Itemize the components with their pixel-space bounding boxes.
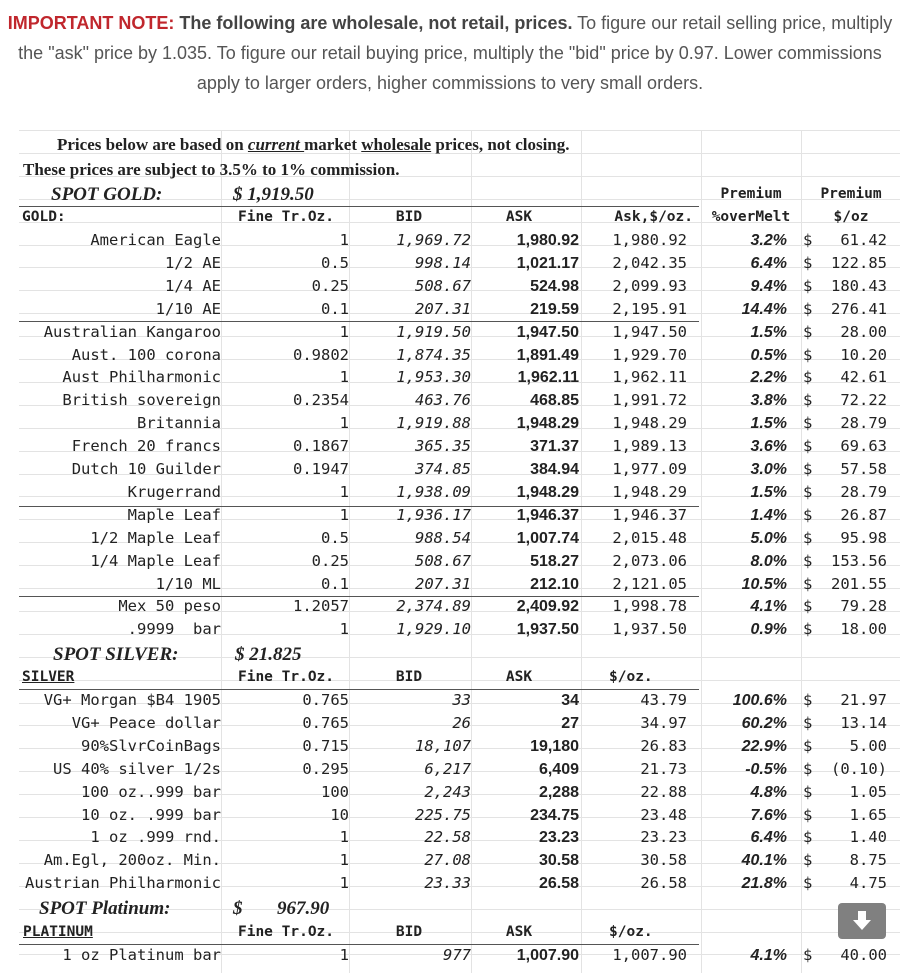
cell-premium: 28.79 bbox=[840, 414, 887, 433]
table-row bbox=[19, 275, 900, 298]
cell-fine-oz: 0.1 bbox=[321, 574, 349, 593]
cell-name: 1 oz Platinum bar bbox=[62, 946, 221, 964]
cell-name: French 20 francs bbox=[71, 437, 221, 456]
cell-ask: 23.23 bbox=[538, 829, 579, 847]
cell-fine-oz: 1 bbox=[339, 505, 349, 524]
table-row bbox=[19, 573, 900, 596]
cell-over-melt: 40.1% bbox=[741, 852, 787, 870]
table-row bbox=[19, 504, 900, 527]
cell-bid: 2,243 bbox=[424, 782, 471, 801]
cell-ask: 518.27 bbox=[530, 552, 579, 570]
cell-premium: 10.20 bbox=[840, 345, 887, 364]
cell-premium: 1.40 bbox=[849, 828, 887, 847]
cell-dollar-sign: $ bbox=[803, 505, 813, 524]
cell-fine-oz: 0.25 bbox=[311, 276, 349, 295]
cell-bid: 27.08 bbox=[424, 851, 471, 870]
cell-fine-oz: 100 bbox=[321, 782, 349, 801]
cell-fine-oz: 1 bbox=[339, 322, 349, 341]
cell-dollar-sign: $ bbox=[803, 368, 813, 387]
cell-fine-oz: 1 bbox=[339, 620, 349, 639]
cell-bid: 1,969.72 bbox=[396, 231, 471, 249]
cell-per-oz: 22.88 bbox=[640, 782, 687, 801]
cell-per-oz: 2,195.91 bbox=[612, 299, 687, 318]
cell-over-melt: 3.6% bbox=[750, 438, 787, 456]
table-row bbox=[19, 944, 900, 967]
cell-premium: 201.55 bbox=[831, 574, 887, 593]
table-row bbox=[19, 550, 900, 573]
cell-name: .9999 bar bbox=[127, 620, 221, 639]
table-row bbox=[19, 735, 900, 758]
platinum-header-fine-oz: Fine Tr.Oz. bbox=[237, 924, 335, 940]
cell-fine-oz: 1 bbox=[339, 482, 349, 501]
cell-ask: 2,288 bbox=[538, 783, 579, 801]
cell-dollar-sign: $ bbox=[803, 528, 813, 547]
cell-per-oz: 34.97 bbox=[640, 713, 687, 732]
cell-per-oz: 1,991.72 bbox=[612, 391, 687, 410]
table-row bbox=[19, 712, 900, 735]
cell-bid: 374.85 bbox=[415, 460, 471, 478]
cell-per-oz: 1,948.29 bbox=[612, 482, 687, 501]
sheet-line-1 bbox=[19, 133, 900, 156]
cell-over-melt: 7.6% bbox=[750, 806, 787, 824]
cell-premium: 28.00 bbox=[840, 322, 887, 341]
cell-premium: 95.98 bbox=[840, 528, 887, 547]
cell-over-melt: 9.4% bbox=[750, 277, 787, 295]
cell-dollar-sign: $ bbox=[803, 253, 813, 272]
cell-name: 1/4 AE bbox=[165, 276, 221, 295]
cell-ask: 19,180 bbox=[530, 737, 579, 755]
cell-premium: 40.00 bbox=[840, 946, 887, 964]
table-row bbox=[19, 804, 900, 827]
cell-per-oz: 1,937.50 bbox=[612, 620, 687, 639]
cell-over-melt: 6.4% bbox=[750, 254, 787, 272]
cell-fine-oz: 0.765 bbox=[302, 713, 349, 732]
cell-per-oz: 1,948.29 bbox=[612, 414, 687, 433]
cell-premium: 28.79 bbox=[840, 482, 887, 501]
cell-fine-oz: 0.1 bbox=[321, 299, 349, 318]
cell-over-melt: 3.2% bbox=[750, 232, 787, 249]
cell-per-oz: 2,042.35 bbox=[612, 253, 687, 272]
cell-fine-oz: 0.1947 bbox=[293, 460, 349, 478]
cell-fine-oz: 0.5 bbox=[321, 528, 349, 547]
cell-bid: 1,874.35 bbox=[396, 345, 471, 364]
cell-premium: 1.05 bbox=[849, 782, 887, 801]
cell-per-oz: 1,977.09 bbox=[612, 460, 687, 478]
table-row bbox=[19, 458, 900, 481]
silver-spot-value: $ 21.825 bbox=[235, 644, 302, 665]
price-sheet bbox=[19, 130, 900, 973]
cell-bid: 508.67 bbox=[415, 276, 471, 295]
cell-over-melt: 100.6% bbox=[732, 692, 787, 709]
cell-name: 90%SlvrCoinBags bbox=[81, 736, 221, 755]
cell-ask: 524.98 bbox=[530, 277, 579, 295]
cell-per-oz: 1,980.92 bbox=[612, 231, 687, 249]
cell-fine-oz: 1 bbox=[339, 946, 349, 964]
cell-dollar-sign: $ bbox=[803, 851, 813, 870]
table-row bbox=[19, 595, 900, 618]
cell-over-melt: 0.5% bbox=[750, 346, 787, 364]
cell-bid: 26 bbox=[452, 713, 471, 732]
cell-over-melt: 0.9% bbox=[750, 621, 787, 639]
table-row bbox=[19, 344, 900, 367]
platinum-header-ask: ASK bbox=[505, 924, 533, 940]
gold-spot-value: $ 1,919.50 bbox=[233, 184, 314, 205]
cell-name: British sovereign bbox=[62, 391, 221, 410]
cell-premium: 61.42 bbox=[840, 231, 887, 249]
cell-dollar-sign: $ bbox=[803, 946, 813, 964]
cell-ask: 219.59 bbox=[530, 300, 579, 318]
cell-premium: 4.75 bbox=[849, 874, 887, 893]
cell-bid: 1,953.30 bbox=[396, 368, 471, 387]
cell-bid: 33 bbox=[452, 691, 471, 709]
cell-ask: 1,948.29 bbox=[516, 415, 579, 433]
cell-premium: 69.63 bbox=[840, 437, 887, 456]
cell-fine-oz: 0.715 bbox=[302, 736, 349, 755]
cell-name: US 40% silver 1/2s bbox=[53, 759, 221, 778]
cell-name: Mex 50 peso bbox=[118, 597, 221, 616]
cell-per-oz: 1,007.90 bbox=[612, 946, 687, 964]
cell-ask: 1,007.74 bbox=[516, 529, 579, 547]
cell-over-melt: 1.5% bbox=[750, 323, 787, 341]
table-row bbox=[19, 872, 900, 895]
cell-bid: 2,374.89 bbox=[396, 597, 471, 616]
silver-header-bid: BID bbox=[395, 669, 423, 685]
cell-per-oz: 1,929.70 bbox=[612, 345, 687, 364]
platinum-header-bid: BID bbox=[395, 924, 423, 940]
cell-fine-oz: 1 bbox=[339, 414, 349, 433]
cell-ask: 468.85 bbox=[530, 392, 579, 410]
silver-header-name: SILVER bbox=[22, 669, 75, 685]
cell-over-melt: 4.1% bbox=[750, 947, 787, 964]
cell-name: Dutch 10 Guilder bbox=[71, 460, 221, 478]
cell-fine-oz: 1.2057 bbox=[293, 597, 349, 616]
cell-ask: 1,947.50 bbox=[516, 323, 579, 341]
cell-name: Aust. 100 corona bbox=[71, 345, 221, 364]
cell-dollar-sign: $ bbox=[803, 391, 813, 410]
sheet-line-2 bbox=[19, 158, 900, 181]
cell-per-oz: 2,099.93 bbox=[612, 276, 687, 295]
cell-fine-oz: 0.1867 bbox=[293, 437, 349, 456]
note-bold-text: The following are wholesale, not retail, prices. bbox=[179, 13, 573, 33]
cell-ask: 27 bbox=[561, 714, 579, 732]
cell-over-melt: -0.5% bbox=[745, 760, 787, 778]
gold-header-row bbox=[19, 206, 900, 229]
cell-bid: 508.67 bbox=[415, 551, 471, 570]
cell-dollar-sign: $ bbox=[803, 231, 813, 249]
cell-name: Krugerrand bbox=[127, 482, 221, 501]
table-row bbox=[19, 849, 900, 872]
cell-over-melt: 2.2% bbox=[750, 369, 787, 387]
cell-ask: 30.58 bbox=[538, 852, 579, 870]
cell-ask: 1,948.29 bbox=[516, 483, 579, 501]
cell-name: Britannia bbox=[137, 414, 221, 433]
cell-bid: 1,919.50 bbox=[396, 322, 471, 341]
table-row bbox=[19, 435, 900, 458]
cell-ask: 1,021.17 bbox=[516, 254, 579, 272]
cell-over-melt: 1.4% bbox=[750, 506, 787, 524]
table-row bbox=[19, 321, 900, 344]
cell-bid: 22.58 bbox=[424, 828, 471, 847]
cell-over-melt: 14.4% bbox=[741, 300, 787, 318]
cell-fine-oz: 1 bbox=[339, 874, 349, 893]
table-row bbox=[19, 781, 900, 804]
cell-fine-oz: 1 bbox=[339, 368, 349, 387]
gold-header-over-melt: %overMelt bbox=[711, 209, 791, 225]
cell-bid: 463.76 bbox=[415, 391, 471, 410]
cell-per-oz: 1,998.78 bbox=[612, 597, 687, 616]
silver-header-ask: ASK bbox=[505, 669, 533, 685]
cell-dollar-sign: $ bbox=[803, 874, 813, 893]
cell-premium: (0.10) bbox=[831, 759, 887, 778]
cell-over-melt: 1.5% bbox=[750, 415, 787, 433]
cell-dollar-sign: $ bbox=[803, 620, 813, 639]
cell-per-oz: 26.83 bbox=[640, 736, 687, 755]
cell-bid: 1,938.09 bbox=[396, 482, 471, 501]
cell-per-oz: 26.58 bbox=[640, 874, 687, 893]
silver-spot-row bbox=[19, 643, 900, 666]
cell-dollar-sign: $ bbox=[803, 551, 813, 570]
cell-per-oz: 2,073.06 bbox=[612, 551, 687, 570]
cell-name: Australian Kangaroo bbox=[43, 322, 221, 341]
cell-per-oz: 30.58 bbox=[640, 851, 687, 870]
table-row bbox=[19, 298, 900, 321]
cell-dollar-sign: $ bbox=[803, 713, 813, 732]
cell-over-melt: 3.0% bbox=[750, 461, 787, 478]
table-row bbox=[19, 412, 900, 435]
cell-premium: 79.28 bbox=[840, 597, 887, 616]
silver-spot-label: SPOT SILVER: bbox=[53, 644, 179, 665]
cell-fine-oz: 0.9802 bbox=[293, 345, 349, 364]
note-important-label: IMPORTANT NOTE: bbox=[7, 13, 175, 33]
gold-header-ask-per-oz: Ask,$/oz. bbox=[614, 209, 693, 225]
cell-over-melt: 8.0% bbox=[750, 552, 787, 570]
grid-row-line bbox=[19, 130, 900, 131]
cell-bid: 988.54 bbox=[415, 528, 471, 547]
premium-header-2: Premium bbox=[820, 186, 882, 202]
cell-bid: 998.14 bbox=[415, 253, 471, 272]
cell-bid: 6,217 bbox=[424, 759, 471, 778]
table-row bbox=[19, 758, 900, 781]
cell-name: VG+ Peace dollar bbox=[71, 713, 221, 732]
cell-dollar-sign: $ bbox=[803, 736, 813, 755]
cell-name: Am.Egl, 200oz. Min. bbox=[43, 851, 221, 870]
cell-over-melt: 5.0% bbox=[750, 529, 787, 547]
cell-per-oz: 1,989.13 bbox=[612, 437, 687, 456]
cell-premium: 180.43 bbox=[831, 276, 887, 295]
cell-dollar-sign: $ bbox=[803, 437, 813, 456]
table-row bbox=[19, 689, 900, 712]
cell-bid: 23.33 bbox=[424, 874, 471, 893]
cell-name: VG+ Morgan $B4 1905 bbox=[43, 691, 221, 709]
cell-ask: 6,409 bbox=[538, 760, 579, 778]
cell-ask: 1,891.49 bbox=[516, 346, 579, 364]
cell-fine-oz: 0.25 bbox=[311, 551, 349, 570]
cell-fine-oz: 0.2354 bbox=[293, 391, 349, 410]
cell-per-oz: 21.73 bbox=[640, 759, 687, 778]
cell-ask: 26.58 bbox=[538, 875, 579, 893]
cell-fine-oz: 0.765 bbox=[302, 691, 349, 709]
cell-name: 1/10 ML bbox=[155, 574, 221, 593]
gold-spot-label: SPOT GOLD: bbox=[51, 184, 163, 205]
platinum-spot-label: SPOT Platinum: bbox=[39, 898, 171, 919]
cell-premium: 21.97 bbox=[840, 691, 887, 709]
cell-premium: 1.65 bbox=[849, 805, 887, 824]
cell-fine-oz: 1 bbox=[339, 851, 349, 870]
cell-name: 100 oz..999 bar bbox=[81, 782, 221, 801]
cell-premium: 18.00 bbox=[840, 620, 887, 639]
cell-dollar-sign: $ bbox=[803, 597, 813, 616]
cell-premium: 26.87 bbox=[840, 505, 887, 524]
cell-name: 1/2 AE bbox=[165, 253, 221, 272]
gold-header-premium-per-oz: $/oz bbox=[833, 209, 869, 225]
cell-dollar-sign: $ bbox=[803, 322, 813, 341]
cell-name: 1 oz .999 rnd. bbox=[90, 828, 221, 847]
table-row bbox=[19, 826, 900, 849]
cell-name: 1/2 Maple Leaf bbox=[90, 528, 221, 547]
cell-per-oz: 23.48 bbox=[640, 805, 687, 824]
cell-bid: 365.35 bbox=[415, 437, 471, 456]
cell-over-melt: 21.8% bbox=[741, 875, 787, 893]
cell-premium: 8.75 bbox=[849, 851, 887, 870]
cell-bid: 1,929.10 bbox=[396, 620, 471, 639]
cell-name: 1/4 Maple Leaf bbox=[90, 551, 221, 570]
platinum-header-row bbox=[19, 921, 900, 944]
cell-bid: 207.31 bbox=[415, 574, 471, 593]
cell-fine-oz: 0.5 bbox=[321, 253, 349, 272]
cell-per-oz: 23.23 bbox=[640, 828, 687, 847]
cell-fine-oz: 0.295 bbox=[302, 759, 349, 778]
cell-ask: 1,946.37 bbox=[516, 506, 579, 524]
table-row bbox=[19, 618, 900, 641]
table-row bbox=[19, 481, 900, 504]
cell-ask: 1,007.90 bbox=[516, 947, 579, 964]
cell-premium: 13.14 bbox=[840, 713, 887, 732]
platinum-spot-row bbox=[19, 897, 900, 920]
cell-name: Austrian Philharmonic bbox=[25, 874, 221, 893]
cell-premium: 5.00 bbox=[849, 736, 887, 755]
table-row bbox=[19, 389, 900, 412]
cell-over-melt: 3.8% bbox=[750, 392, 787, 410]
cell-per-oz: 43.79 bbox=[640, 691, 687, 709]
gold-header-fine-oz: Fine Tr.Oz. bbox=[237, 209, 335, 225]
cell-name: American Eagle bbox=[90, 231, 221, 249]
cell-name: 10 oz. .999 bar bbox=[81, 805, 221, 824]
cell-over-melt: 60.2% bbox=[741, 714, 787, 732]
cell-fine-oz: 1 bbox=[339, 828, 349, 847]
cell-over-melt: 1.5% bbox=[750, 483, 787, 501]
platinum-spot-value: 967.90 bbox=[277, 898, 330, 919]
cell-premium: 122.85 bbox=[831, 253, 887, 272]
cell-over-melt: 6.4% bbox=[750, 829, 787, 847]
silver-header-row bbox=[19, 666, 900, 689]
cell-fine-oz: 1 bbox=[339, 231, 349, 249]
cell-ask: 1,937.50 bbox=[516, 621, 579, 639]
cell-dollar-sign: $ bbox=[803, 345, 813, 364]
cell-ask: 1,980.92 bbox=[516, 232, 579, 249]
cell-per-oz: 1,946.37 bbox=[612, 505, 687, 524]
cell-ask: 2,409.92 bbox=[516, 598, 579, 616]
cell-dollar-sign: $ bbox=[803, 299, 813, 318]
cell-dollar-sign: $ bbox=[803, 460, 813, 478]
premium-header-1: Premium bbox=[720, 186, 782, 202]
cell-dollar-sign: $ bbox=[803, 805, 813, 824]
cell-bid: 225.75 bbox=[415, 805, 471, 824]
table-row bbox=[19, 252, 900, 275]
cell-premium: 276.41 bbox=[831, 299, 887, 318]
sheet-line-2-text: These prices are subject to 3.5% to 1% commission. bbox=[23, 160, 400, 179]
cell-ask: 34 bbox=[561, 692, 579, 709]
cell-dollar-sign: $ bbox=[803, 691, 813, 709]
platinum-header-name: PLATINUM bbox=[23, 924, 93, 940]
cell-premium: 153.56 bbox=[831, 551, 887, 570]
cell-bid: 207.31 bbox=[415, 299, 471, 318]
cell-bid: 1,936.17 bbox=[396, 505, 471, 524]
cell-per-oz: 2,015.48 bbox=[612, 528, 687, 547]
cell-ask: 371.37 bbox=[530, 438, 579, 456]
cell-dollar-sign: $ bbox=[803, 482, 813, 501]
download-button[interactable] bbox=[838, 903, 886, 939]
silver-header-per-oz: $/oz. bbox=[609, 669, 653, 685]
cell-over-melt: 10.5% bbox=[741, 575, 787, 593]
cell-fine-oz: 10 bbox=[330, 805, 349, 824]
gold-header-name: GOLD: bbox=[22, 209, 66, 225]
cell-bid: 977 bbox=[443, 946, 471, 964]
platinum-spot-sign: $ bbox=[233, 898, 243, 919]
cell-name: Maple Leaf bbox=[127, 505, 221, 524]
cell-ask: 212.10 bbox=[530, 575, 579, 593]
table-row bbox=[19, 229, 900, 252]
cell-premium: 42.61 bbox=[840, 368, 887, 387]
cell-dollar-sign: $ bbox=[803, 828, 813, 847]
platinum-header-per-oz: $/oz. bbox=[609, 924, 653, 940]
cell-per-oz: 2,121.05 bbox=[612, 574, 687, 593]
cell-over-melt: 4.8% bbox=[750, 783, 787, 801]
cell-dollar-sign: $ bbox=[803, 759, 813, 778]
cell-name: Aust Philharmonic bbox=[62, 368, 221, 387]
gold-spot-row bbox=[19, 183, 900, 206]
cell-dollar-sign: $ bbox=[803, 276, 813, 295]
cell-per-oz: 1,962.11 bbox=[612, 368, 687, 387]
note-body: To figure our retail selling price, multiply the "ask" price by 1.035. To figure our retail buying price, multiply the "bid" price by 0.97. Lower commissions apply to larger orders, higher commissions to very small orders. bbox=[18, 13, 893, 93]
table-row bbox=[19, 527, 900, 550]
cell-over-melt: 22.9% bbox=[741, 737, 787, 755]
cell-per-oz: 1,947.50 bbox=[612, 322, 687, 341]
cell-ask: 384.94 bbox=[530, 461, 579, 478]
cell-dollar-sign: $ bbox=[803, 574, 813, 593]
sheet-line-1-text: Prices below are based on current market wholesale prices, not closing. bbox=[57, 135, 570, 154]
silver-header-fine-oz: Fine Tr.Oz. bbox=[237, 669, 335, 685]
download-arrow-icon bbox=[850, 909, 874, 933]
gold-header-ask: ASK bbox=[505, 209, 533, 225]
cell-ask: 234.75 bbox=[530, 806, 579, 824]
cell-premium: 72.22 bbox=[840, 391, 887, 410]
cell-dollar-sign: $ bbox=[803, 782, 813, 801]
cell-dollar-sign: $ bbox=[803, 414, 813, 433]
gold-header-bid: BID bbox=[395, 209, 423, 225]
cell-over-melt: 4.1% bbox=[750, 598, 787, 616]
cell-ask: 1,962.11 bbox=[517, 369, 579, 387]
cell-name: 1/10 AE bbox=[155, 299, 221, 318]
cell-bid: 1,919.88 bbox=[396, 414, 471, 433]
important-note bbox=[0, 8, 900, 98]
table-row bbox=[19, 366, 900, 389]
cell-bid: 18,107 bbox=[415, 736, 471, 755]
cell-premium: 57.58 bbox=[840, 460, 887, 478]
